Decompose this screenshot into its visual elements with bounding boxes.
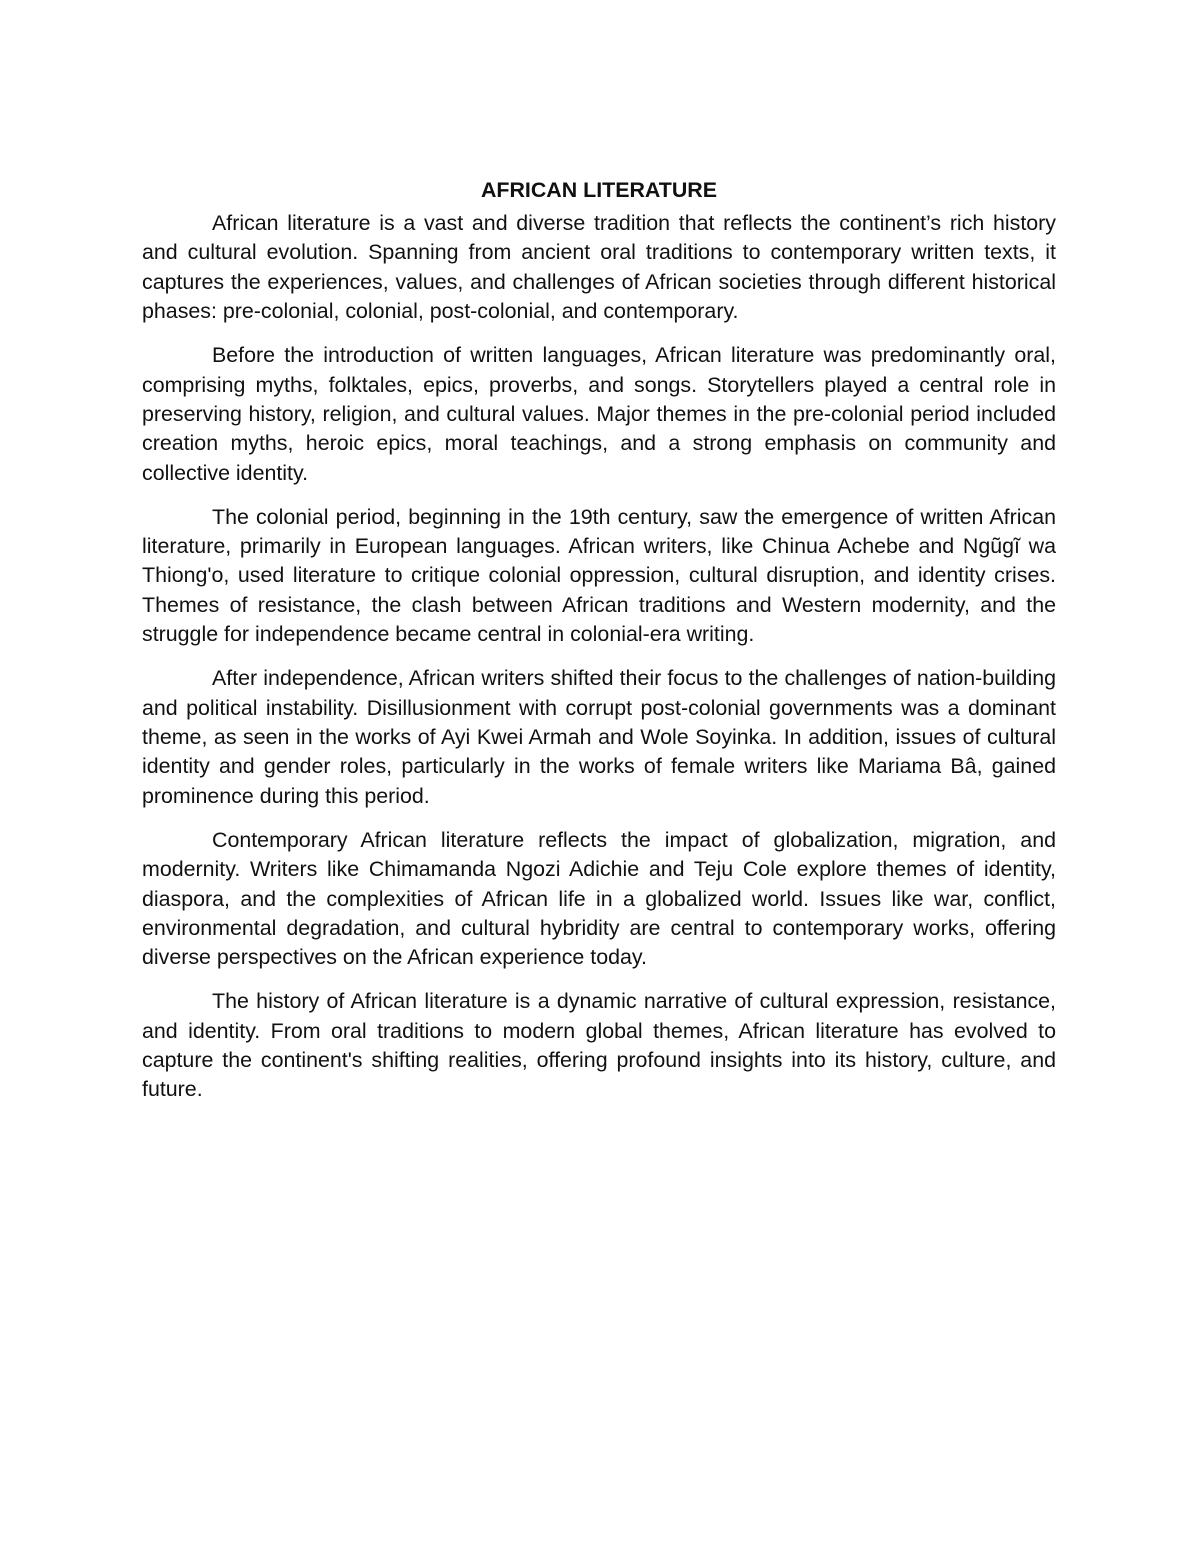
paragraph-conclusion: The history of African literature is a dynamic narrative of cultural expression, resistance, and identity. From oral traditions to modern global themes, African literature has evolved to capture the continent's shifting realities, offering profound insights into its history, culture, and future. (142, 989, 1056, 1102)
paragraph-colonial: The colonial period, beginning in the 19th century, saw the emergence of written African literature, primarily in European languages. African writers, like Chinua Achebe and Ngũgĩ wa Thiong'o, used literature to critique colonial oppression, cultural disruption, and identity crises. Themes of resistance, the clash between African traditions and Western modernity, and the struggle for independence became central in colonial-era writing. (142, 504, 1056, 647)
paragraph-introduction: African literature is a vast and diverse tradition that reflects the continent’s rich history and cultural evolution. Spanning from ancient oral traditions to contemporary written texts, it captures the experiences, values, and challenges of African societies through different historical phases: pre-colonial, colonial, post-colonial, and contemporary. (142, 211, 1056, 324)
paragraph-post-colonial: After independence, African writers shifted their focus to the challenges of nation-building and political instability. Disillusionment with corrupt post-colonial governments was a dominant theme, as seen in the works of Ayi Kwei Armah and Wole Soyinka. In addition, issues of cultural identity and gender roles, particularly in the works of female writers like Mariama Bâ, gained prominence during this period. (142, 666, 1056, 808)
paragraph-pre-colonial: Before the introduction of written languages, African literature was predominantly oral, comprising myths, folktales, epics, proverbs, and songs. Storytellers played a central role in preserving history, religion, and cultural values. Major themes in the pre-colonial period included creation myths, heroic epics, moral teachings, and a strong emphasis on community and collective identity. (142, 343, 1056, 485)
paragraph-contemporary: Contemporary African literature reflects the impact of globalization, migration, and modernity. Writers like Chimamanda Ngozi Adichie and Teju Cole explore themes of identity, diaspora, and the complexities of African life in a globalized world. Issues like war, conflict, environmental degradation, and cultural hybridity are central to contemporary works, offering diverse perspectives on the African experience today. (142, 827, 1056, 970)
document-body (142, 174, 1056, 1119)
document-title: AFRICAN LITERATURE (480, 178, 718, 202)
